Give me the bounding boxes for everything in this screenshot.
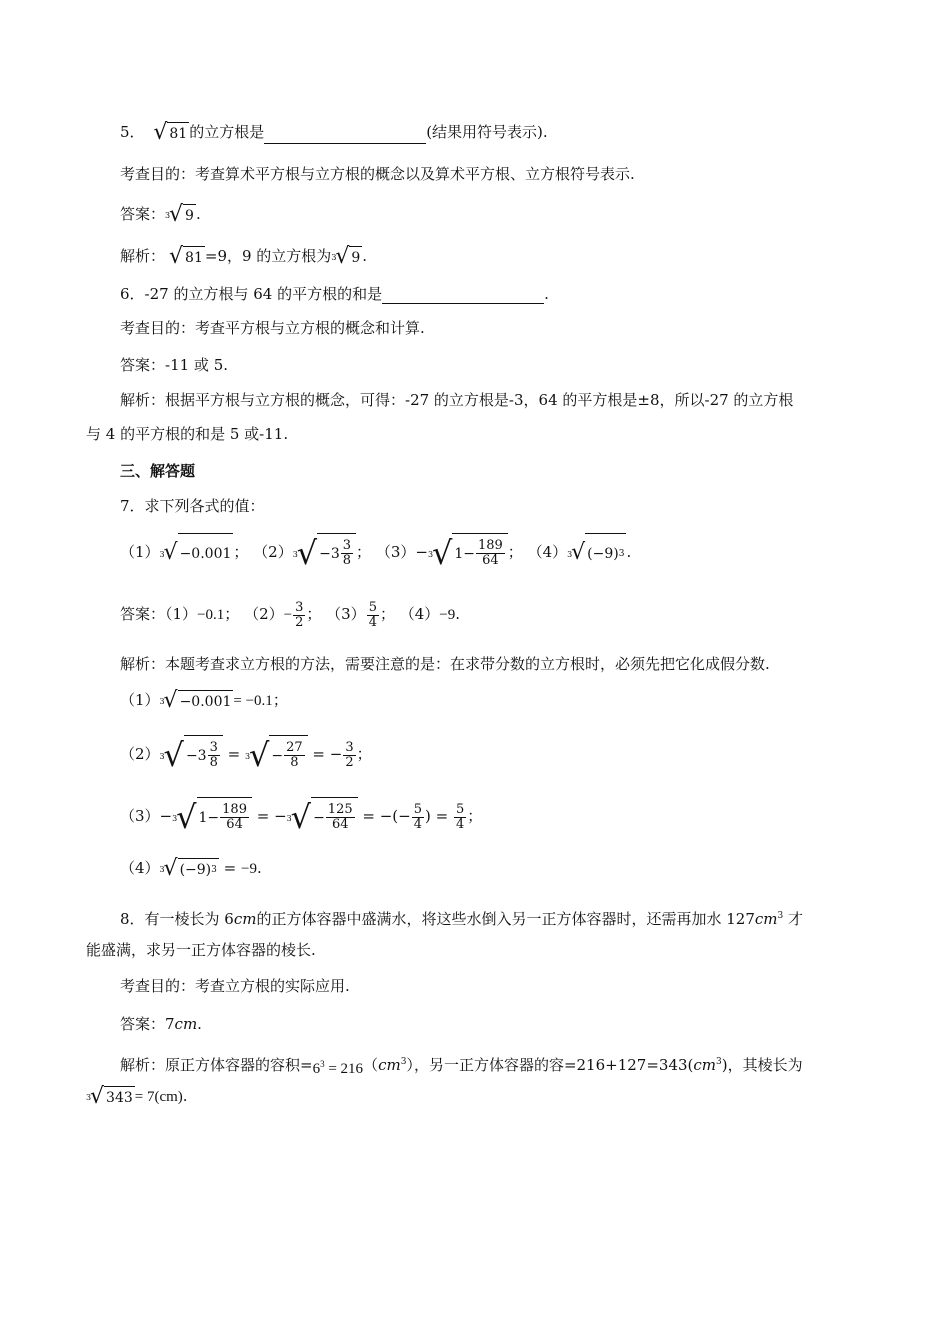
q6-explanation-1: 解析：根据平方根与立方根的概念，可得：-27 的立方根是-3，64 的平方根是±8，所以-27 的立方根: [120, 391, 794, 409]
q5-line: [120, 122, 548, 144]
q8-aim: 考查目的：考查立方根的实际应用.: [120, 977, 350, 995]
q5-text: 的立方根是: [189, 123, 265, 141]
q6-line: 6．-27 的立方根与 64 的平方根的和是 .: [120, 285, 549, 303]
q8-explanation-1: 解析：原正方体容器的容积$=6^3 = 216(cm^3)$，另一正方体容器的容$=216+127=343(cm^3)$，其棱长为: [120, 1056, 803, 1077]
q8-explanation-2: 3 √ 343 = 7(cm).: [86, 1084, 188, 1109]
q7-explanation: 解析：本题考查求立方根的方法，需要注意的是：在求带分数的立方根时，必须先把它化成假分数.: [120, 655, 770, 673]
q7-stem: 7．求下列各式的值：: [120, 497, 265, 515]
step-2: （2） 3 √ −3 $\frac{3}{8}$ = 3 √ − $\frac{27}{8}$ = − $\frac{3}{2}$ ；: [120, 736, 372, 774]
q8-answer: 答案：7cm.: [120, 1015, 202, 1033]
answer-blank[interactable]: [264, 129, 426, 144]
q5-hint: (结果用符号表示).: [426, 123, 548, 141]
q7-answer: 答案：（1）−0.1； （2）− $\frac{3}{2}$ ； （3） $\frac{5}{4}$ ； （4）−9.: [120, 599, 461, 630]
q5-explanation: 解析： √ 81 =9，9 的立方根为 3 √ 9 .: [120, 244, 368, 269]
section-heading: 三、解答题: [120, 462, 196, 480]
sqrt-81: √ 81: [153, 120, 188, 145]
q7-parts: （1） 3 √ −0.001 ； （2） 3 √ −3 $\frac{3}{8}$ ； （3）− 3 √ 1− $\frac{189}{64}$ ； （4） 3 √ (−9) 3 .: [120, 534, 632, 572]
q6-aim: 考查目的：考查平方根与立方根的概念和计算.: [120, 319, 425, 337]
q8-line-2: 能盛满，求另一正方体容器的棱长.: [86, 941, 316, 959]
answer-blank-2[interactable]: [382, 289, 544, 304]
step-4: （4） 3 √ (−9) 3 = −9.: [120, 856, 262, 881]
q6-explanation-2: 与 4 的平方根的和是 5 或-11.: [86, 425, 289, 443]
q8-line-1: 8．有一棱长为 6cm的正方体容器中盛满水，将这些水倒入另一正方体容器时，还需再加水 $127cm^3$ 才: [120, 910, 804, 928]
step-1: （1） 3 √ −0.001 = −0.1；: [120, 688, 288, 713]
cbrt-9: 3 √ 9: [165, 202, 194, 227]
q5-number: 5．: [120, 123, 145, 141]
q5-aim: 考查目的：考查算术平方根与立方根的概念以及算术平方根、立方根符号表示.: [120, 165, 635, 183]
step-3: （3）− 3 √ 1− $\frac{189}{64}$ = − 3 √ − $\frac{125}{64}$ = −(− $\frac{5}{4}$ ) = $\frac{5}{4}$ ；: [120, 798, 483, 836]
q6-answer: 答案：-11 或 5.: [120, 356, 229, 374]
q5-answer: 答案： 3 √ 9 .: [120, 202, 201, 227]
